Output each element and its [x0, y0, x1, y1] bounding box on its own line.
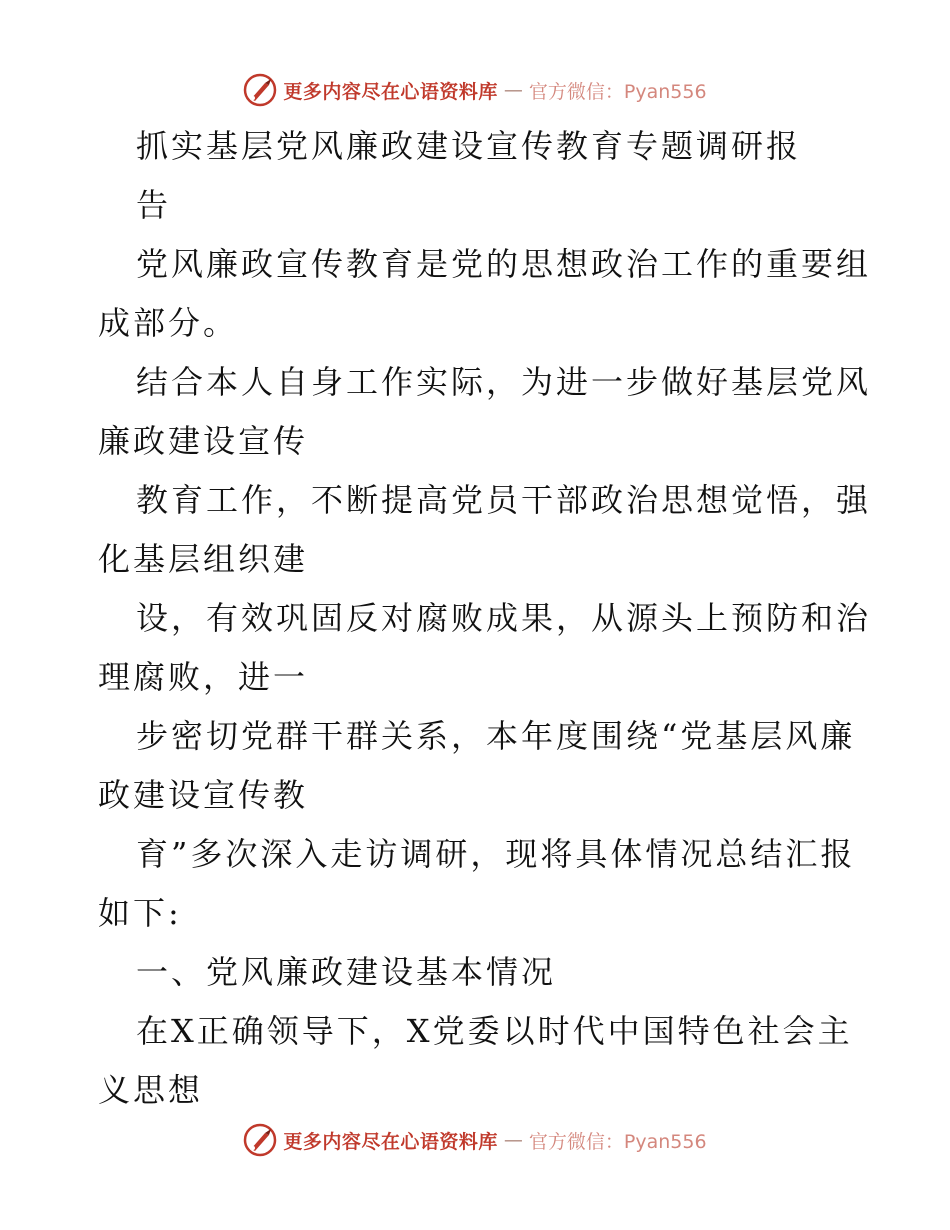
paragraph-line: 设，有效巩固反对腐败成果，从源头上预防和治	[136, 599, 872, 637]
paragraph-line: 育”多次深入走访调研，现将具体情况总结汇报	[136, 835, 856, 873]
paragraph-line: 结合本人自身工作实际，为进一步做好基层党风	[136, 363, 872, 401]
watermark-contact: 官方微信：Pyan556	[528, 80, 707, 103]
header-watermark-inner	[243, 73, 706, 107]
watermark-separator: —	[503, 79, 523, 101]
paragraph-line: 成部分。	[98, 304, 239, 342]
watermark-contact: 官方微信：Pyan556	[528, 1130, 707, 1153]
paragraph-line: 党风廉政宣传教育是党的思想政治工作的重要组	[136, 245, 872, 283]
paragraph-line: 化基层组织建	[98, 540, 309, 578]
document-title-line-1: 抓实基层党风廉政建设宣传教育专题调研报	[136, 127, 802, 165]
paragraph-line: 廉政建设宣传	[98, 422, 309, 460]
footer-watermark	[0, 1118, 950, 1162]
header-watermark	[0, 68, 950, 112]
watermark-title: 更多内容尽在心语资料库	[283, 80, 498, 103]
quill-logo-icon	[243, 73, 277, 107]
paragraph-line: 义思想	[98, 1071, 204, 1109]
paragraph-line: 政建设宣传教	[98, 776, 309, 814]
footer-watermark-inner	[243, 1123, 706, 1157]
watermark-title: 更多内容尽在心语资料库	[283, 1130, 498, 1153]
document-title-line-2: 告	[136, 186, 172, 224]
paragraph-line: 教育工作，不断提高党员干部政治思想觉悟，强	[136, 481, 872, 519]
watermark-separator: —	[503, 1129, 523, 1151]
quill-logo-icon	[243, 1123, 277, 1157]
paragraph-line: 步密切党群干群关系，本年度围绕“党基层风廉	[136, 717, 856, 755]
paragraph-line: 如下:	[98, 894, 182, 932]
paragraph-line: 在X正确领导下，X党委以时代中国特色社会主	[136, 1012, 853, 1050]
paragraph-line: 理腐败，进一	[98, 658, 309, 696]
section-heading: 一、党风廉政建设基本情况	[136, 953, 557, 991]
